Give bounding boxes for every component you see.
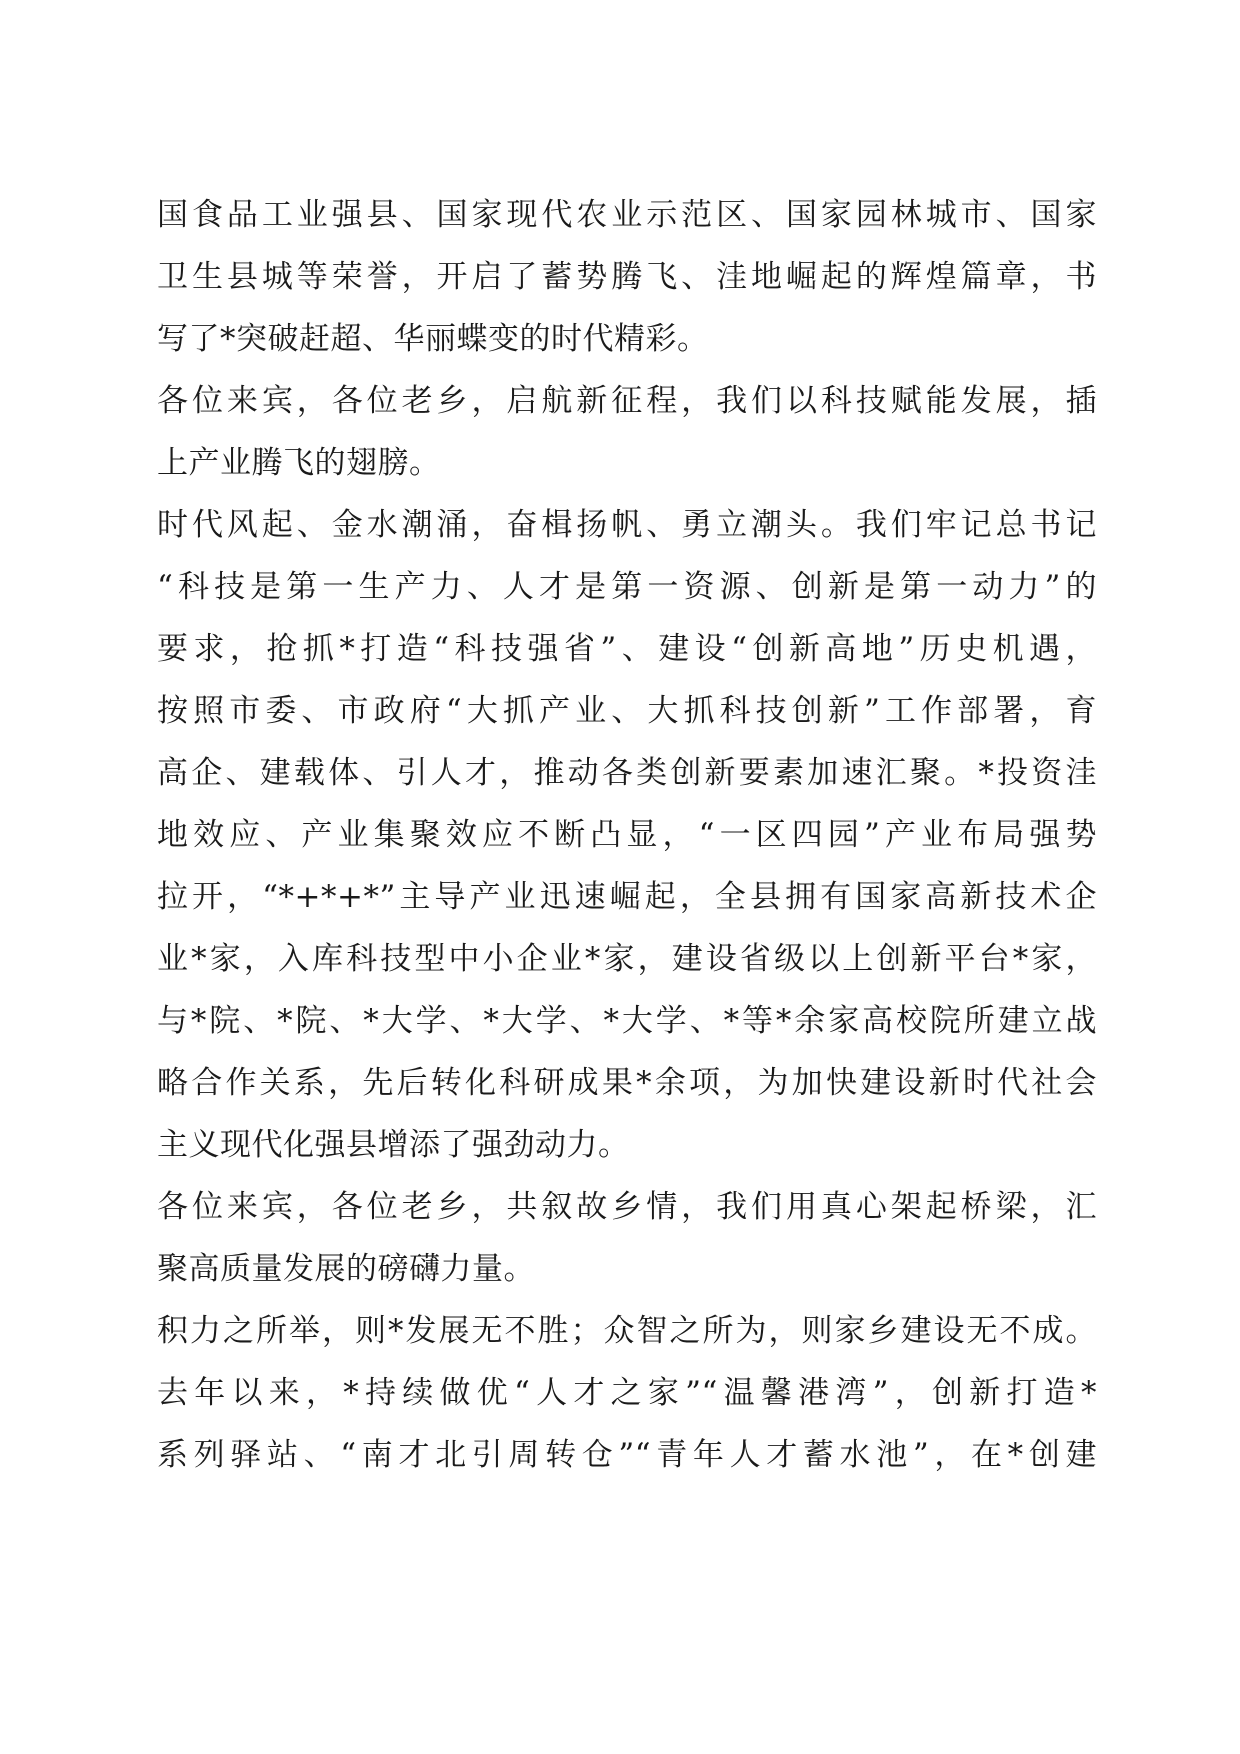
text-line: 时代风起、金水潮涌，奋楫扬帆、勇立潮头。我们牢记总书记 [157, 507, 1097, 543]
paragraph-honors [157, 184, 1097, 370]
text-line: 地效应、产业集聚效应不断凸显，“一区四园”产业布局强势 [157, 817, 1097, 853]
paragraph-hometown-heading [157, 1176, 1097, 1300]
text-line: 略合作关系，先后转化科研成果*余项，为加快建设新时代社会 [157, 1065, 1097, 1101]
text-line: 去年以来，*持续做优“人才之家”“温馨港湾”，创新打造* [157, 1375, 1097, 1411]
text-line: 高企、建载体、引人才，推动各类创新要素加速汇聚。*投资洼 [157, 755, 1097, 791]
text-line: 要求，抢抓*打造“科技强省”、建设“创新高地”历史机遇， [157, 631, 1097, 667]
text-line: 聚高质量发展的磅礴力量。 [157, 1251, 535, 1287]
text-line: 系列驿站、“南才北引周转仓”“青年人才蓄水池”，在*创建 [157, 1437, 1097, 1473]
text-line: 写了*突破赶超、华丽蝶变的时代精彩。 [157, 321, 709, 357]
text-line: 按照市委、市政府“大抓产业、大抓科技创新”工作部署，育 [157, 693, 1097, 729]
paragraph-tech-body [157, 494, 1097, 1176]
paragraph-talent-body [157, 1300, 1097, 1486]
text-line: “科技是第一生产力、人才是第一资源、创新是第一动力”的 [157, 569, 1097, 605]
text-line: 国食品工业强县、国家现代农业示范区、国家园林城市、国家 [157, 197, 1097, 233]
text-line: 上产业腾飞的翅膀。 [157, 445, 441, 481]
text-line: 与*院、*院、*大学、*大学、*大学、*等*余家高校院所建立战 [157, 1003, 1097, 1039]
document-body [157, 184, 1097, 1486]
text-line: 卫生县城等荣誉，开启了蓄势腾飞、洼地崛起的辉煌篇章，书 [157, 259, 1097, 295]
text-line: 拉开，“*+*+*”主导产业迅速崛起，全县拥有国家高新技术企 [157, 879, 1097, 915]
text-line: 各位来宾，各位老乡，共叙故乡情，我们用真心架起桥梁，汇 [157, 1189, 1097, 1225]
text-line: 业*家，入库科技型中小企业*家，建设省级以上创新平台*家， [157, 941, 1097, 977]
text-line: 主义现代化强县增添了强劲动力。 [157, 1127, 630, 1163]
paragraph-tech-heading [157, 370, 1097, 494]
text-line: 积力之所举，则*发展无不胜；众智之所为，则家乡建设无不成。 [157, 1313, 1097, 1349]
text-line: 各位来宾，各位老乡，启航新征程，我们以科技赋能发展，插 [157, 383, 1097, 419]
